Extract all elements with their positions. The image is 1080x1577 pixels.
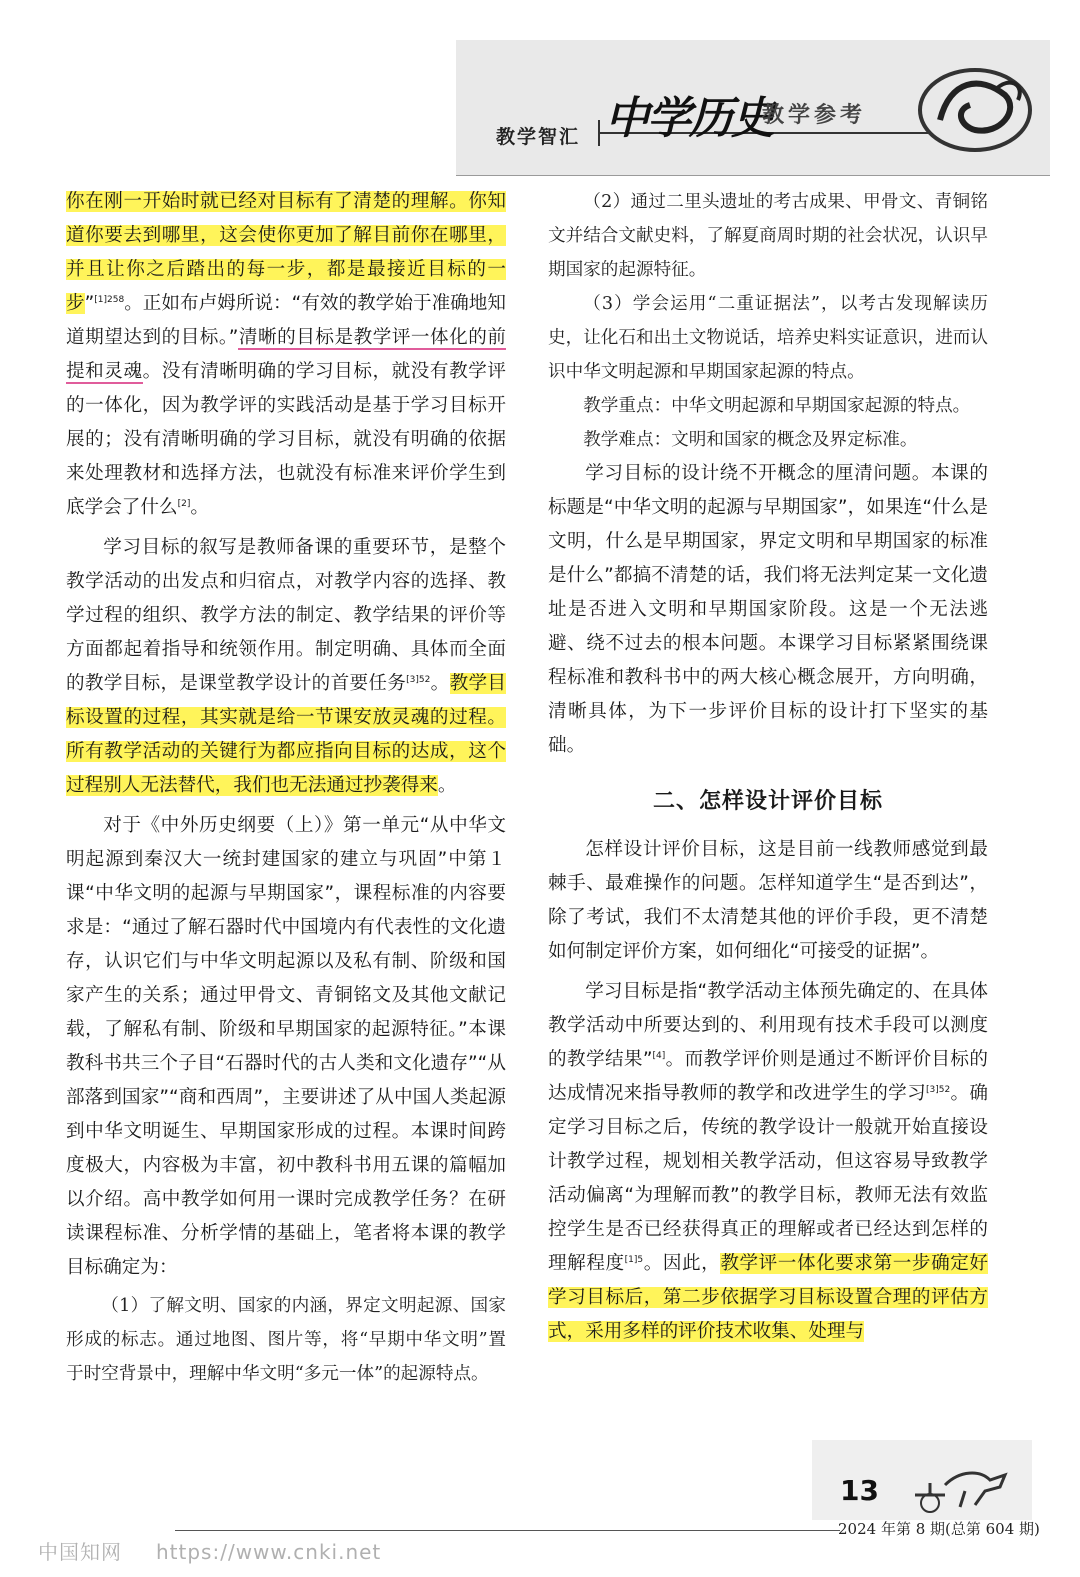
page-number: 13: [840, 1474, 879, 1507]
watermark: [38, 1536, 415, 1565]
text: 。因此，: [643, 1253, 721, 1274]
footer-rule: [175, 1530, 840, 1531]
teaching-focus: 教学重点：中华文明起源和早期国家起源的特点。: [583, 396, 971, 416]
paragraph: 学习目标的设计绕不开概念的厘清问题。本课的标题是“中华文明的起源与早期国家”，如果连“什么是文明，什么是早期国家，界定文明和早期国家的标准是什么”都搞不清楚的话，我们将无法判定某一文化遗址是否进入文明和早期国家阶段。这是一个无法逃避、绕不过去的根本问题。本课学习目标紧紧围绕课程标准和教科书中的两大核心概念展开，方向明确，清晰具体，为下一步评价目标的设计打下坚实的基础。: [548, 463, 988, 756]
journal-subtitle: 教学参考: [762, 103, 867, 128]
watermark-url[interactable]: https://www.cnki.net: [156, 1540, 382, 1564]
left-column: [66, 185, 506, 1391]
paragraph: [66, 531, 506, 803]
highlighted-text: 你在刚一开始时就已经对目标有了清楚的理解。你知道你要去到哪里，这会使你更加了解目前你在哪里，并且让你之后踏出的每一步，都是最接近目标的一步: [66, 191, 506, 314]
highlighted-text: 教学目标设置的过程，其实就是给一节课安放灵魂的过程。所有教学活动的关键行为都应指向目标的达成，这个过程别人无法替代，我们也无法通过抄袭得来: [66, 673, 506, 796]
citation: [3]52: [925, 1084, 951, 1095]
objective-item: （1）了解文明、国家的内涵，界定文明起源、国家形成的标志。通过地图、图片等，将“早期中华文明”置于时空背景中，理解中华文明“多元一体”的起源特点。: [66, 1296, 506, 1384]
text: 。: [437, 775, 457, 796]
text: 学习目标是指“教学活动主体预先确定的、在具体教学活动中所要达到的、利用现有技术手段可以测度的教学结果”: [548, 981, 988, 1070]
issue-label: 2024 年第 8 期(总第 604 期): [838, 1520, 1040, 1538]
text: 。没有清晰明确的学习目标，就没有教学评的一体化，因为教学评的实践活动是基于学习目标开展的；没有清晰明确的学习目标，就没有明确的依据来处理教材和选择方法，也就没有标准来评价学生到底学会了什么: [66, 361, 506, 518]
text: 。而教学评价则是通过不断评价目标的达成情况来指导教师的教学和改进学生的学习: [548, 1049, 988, 1104]
highlighted-text: 教学评一体化要求第一步确定好学习目标后，第二步依据学习目标设置合理的评估方式，采用多样的评价技术收集、处理与: [548, 1253, 988, 1342]
header-rule-tick: [598, 120, 600, 146]
citation: [3]52: [406, 674, 431, 685]
citation: [1]5: [624, 1254, 644, 1265]
section-label: 教学智汇: [496, 126, 581, 148]
citation: [1]258: [94, 294, 125, 305]
journal-title: 中学历史: [605, 93, 773, 144]
text: 。: [430, 673, 450, 694]
paragraph: 对于《中外历史纲要（上）》第一单元“从中华文明起源到秦汉大一统封建国家的建立与巩固”中第１课“中华文明的起源与早期国家”，课程标准的内容要求是：“通过了解石器时代中国境内有代表性的文化遗存，认识它们与中华文明起源以及私有制、阶级和国家产生的关系；通过甲骨文、青铜铭文及其他文献记载，了解私有制、阶级和早期国家的起源特征。”本课教科书共三个子目“石器时代的古人类和文化遗存”“从部落到国家”“商和西周”，主要讲述了从中国人类起源到中华文明诞生、早期国家形成的过程。本课时间跨度极大，内容极为丰富，初中教科书用五课的篇幅加以介绍。高中教学如何用一课时完成教学任务？在研读课程标准、分析学情的基础上，笔者将本课的教学目标确定为：: [66, 815, 506, 1278]
objective-item: （2）通过二里头遗址的考古成果、甲骨文、青铜铭文并结合文献史料，了解夏商周时期的社会状况，认识早期国家的起源特征。: [548, 192, 988, 280]
right-column: [548, 185, 988, 1349]
citation: [4]: [652, 1050, 666, 1061]
text: ”: [84, 293, 95, 314]
citation: [2]: [177, 498, 191, 509]
section-heading: 二、怎样设计评价目标: [652, 789, 883, 814]
paragraph: 怎样设计评价目标，这是目前一线教师感觉到最棘手、最难操作的问题。怎样知道学生“是否到达”，除了考试，我们不太清楚其他的评价手段，更不清楚如何制定评价方案，如何细化“可接受的证据”。: [548, 839, 988, 962]
text: 。确定学习目标之后，传统的教学设计一般就开始直接设计教学过程，规划相关教学活动，但这容易导致教学活动偏离“为理解而教”的教学目标，教师无法有效监控学生是否已经获得真正的理解或者已经达到怎样的理解程度: [548, 1083, 988, 1274]
objective-item: （3）学会运用“二重证据法”，以考古发现解读历史，让化石和出土文物说话，培养史料实证意识，进而认识中华文明起源和早期国家起源的特点。: [548, 294, 988, 382]
underlined-text: 清晰的目标是教学评一体化的前提和灵魂: [66, 327, 506, 382]
text: 。正如布卢姆所说：“有效的教学始于准确地知道期望达到的目标。”: [66, 293, 506, 348]
paragraph: [548, 975, 988, 1349]
journal-emblem-icon: [910, 60, 1040, 160]
text: 。: [190, 497, 209, 518]
text: 学习目标的叙写是教师备课的重要环节，是整个教学活动的出发点和归宿点，对教学内容的选择、教学过程的组织、教学方法的制定、教学结果的评价等方面都起着指导和统领作用。制定明确、具体而全面的教学目标，是课堂教学设计的首要任务: [66, 537, 506, 694]
watermark-site: 中国知网: [38, 1540, 122, 1564]
teaching-difficulty: 教学难点：文明和国家的概念及界定标准。: [583, 430, 918, 450]
paragraph: [66, 185, 506, 525]
horse-chariot-icon: [905, 1455, 1015, 1515]
